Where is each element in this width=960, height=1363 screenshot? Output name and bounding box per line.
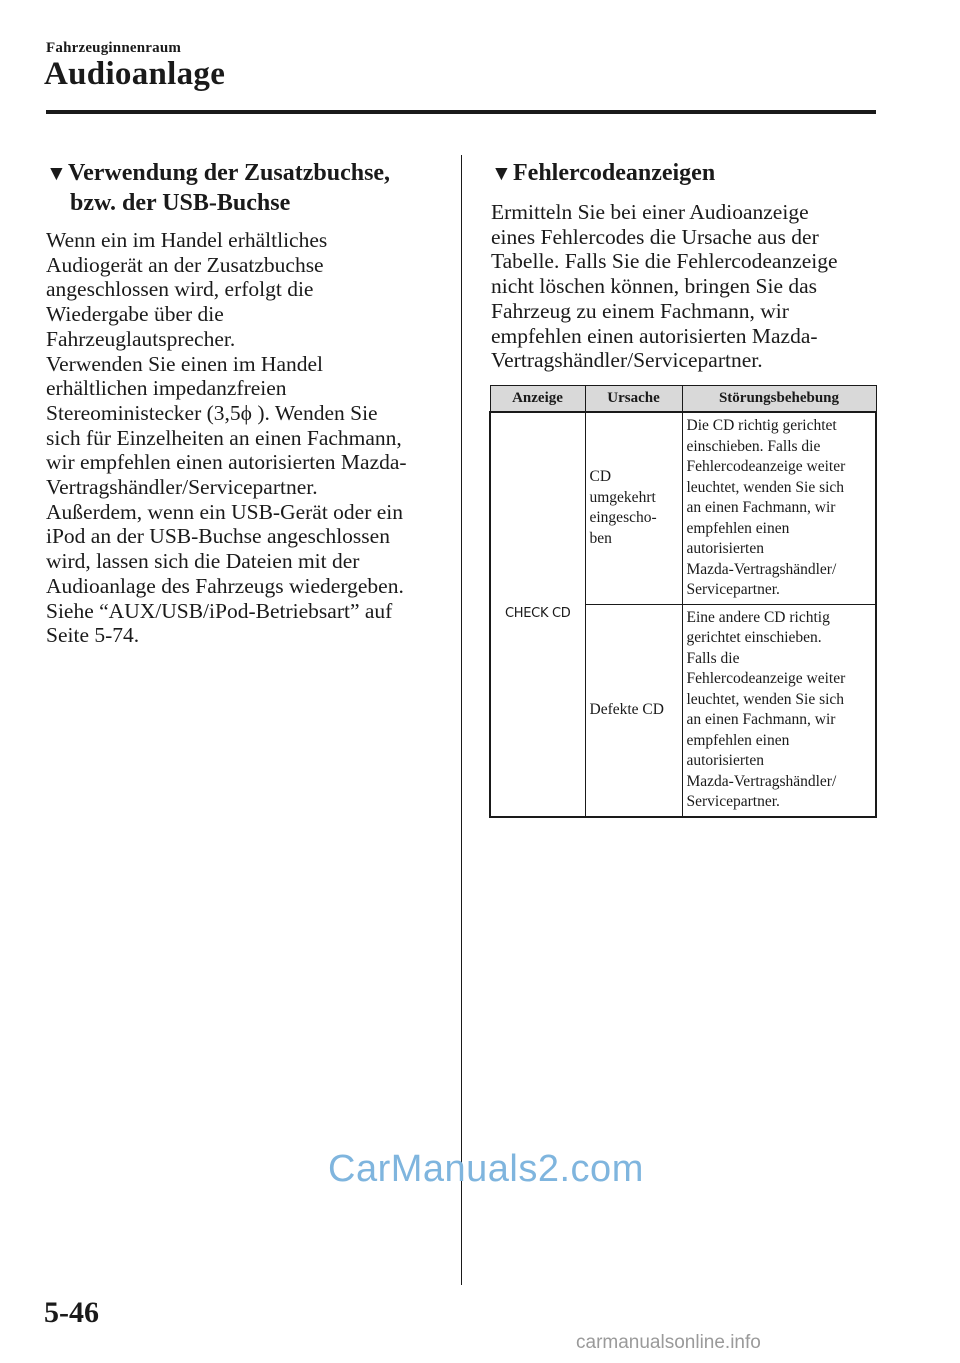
text-line: Außerdem, wenn ein USB-Gerät oder ein	[46, 499, 404, 524]
cell-line: CD	[589, 468, 612, 486]
text-line: Vertragshändler/Servicepartner.	[491, 348, 763, 373]
triangle-down-icon: ▼	[46, 161, 67, 185]
cell-line: Servicepartner.	[686, 581, 780, 598]
remedy-cell	[682, 412, 876, 604]
footer-site-link[interactable]: carmanualsonline.info	[576, 1332, 761, 1353]
aux-usb-paragraph	[46, 228, 446, 648]
column-header-display: Anzeige	[490, 386, 585, 413]
header-rule	[46, 110, 876, 114]
cell-line: an einen Fachmann, wir	[686, 711, 836, 728]
cell-line: Servicepartner.	[686, 793, 780, 810]
cell-line: gerichtet einschieben.	[686, 629, 822, 646]
text-line: angeschlossen wird, erfolgt die	[46, 277, 314, 302]
triangle-down-icon: ▼	[491, 161, 512, 185]
text-line: Seite 5-74.	[46, 623, 140, 648]
text-line: Verwenden Sie einen im Handel	[46, 351, 324, 376]
cell-line: Die CD richtig gerichtet	[686, 417, 837, 434]
cell-line: autorisierten	[686, 540, 764, 557]
cell-line: Eine andere CD richtig	[686, 608, 830, 626]
heading-text: Fehlercodeanzeigen	[513, 160, 716, 186]
cell-line: Falls die	[686, 649, 740, 667]
error-codes-paragraph	[491, 200, 876, 373]
cell-line: ben	[589, 529, 612, 547]
cell-line: autorisierten	[686, 752, 764, 769]
cell-line: Mazda-Vertragshändler/	[686, 560, 837, 578]
heading-line-2: bzw. der USB-Buchse	[70, 190, 291, 216]
text-line: sich für Einzelheiten an einen Fachmann,	[46, 425, 402, 450]
page-title: Audioanlage	[44, 56, 226, 92]
cause-cell	[585, 412, 682, 604]
text-line: Tabelle. Falls Sie die Fehlercodeanzeige	[491, 249, 838, 274]
cell-line: Fehlercodeanzeige weiter	[686, 458, 846, 475]
text-line: Ermitteln Sie bei einer Audioanzeige	[491, 200, 809, 224]
page-number: 5-46	[44, 1296, 99, 1329]
watermark-text: CarManuals2.com	[328, 1148, 644, 1190]
cell-line: einschieben. Falls die	[686, 437, 821, 455]
cell-line: eingescho-	[589, 509, 657, 527]
text-line: Vertragshändler/Servicepartner.	[46, 475, 318, 500]
text-line: Stereoministecker (3,5ϕ ). Wenden Sie	[46, 400, 378, 425]
cell-line: an einen Fachmann, wir	[686, 499, 836, 516]
text-line: eines Fehlercodes die Ursache aus der	[491, 224, 819, 249]
chapter-label: Fahrzeuginnenraum	[46, 40, 182, 56]
remedy-cell	[682, 604, 876, 817]
text-line: Wenn ein im Handel erhältliches	[46, 228, 328, 252]
cell-line: empfehlen einen	[686, 731, 790, 749]
table-row	[490, 412, 876, 604]
column-divider	[461, 155, 462, 1285]
cell-line: Defekte CD	[589, 700, 664, 718]
text-line: erhältlichen impedanzfreien	[46, 376, 287, 401]
text-line: Fahrzeuglautsprecher.	[46, 326, 236, 351]
text-line: Fahrzeug zu einem Fachmann, wir	[491, 298, 789, 323]
text-line: Wiedergabe über die	[46, 302, 224, 327]
cell-line: leuchtet, wenden Sie sich	[686, 478, 845, 496]
text-line: Audiogerät an der Zusatzbuchse	[46, 252, 324, 277]
text-line: empfehlen einen autorisierten Mazda-	[491, 323, 818, 348]
text-line: Siehe “AUX/USB/iPod-Betriebsart” auf	[46, 598, 393, 623]
cause-cell	[585, 604, 682, 817]
cell-line: umgekehrt	[589, 488, 656, 506]
column-header-cause: Ursache	[585, 386, 682, 413]
text-line: wird, lassen sich die Dateien mit der	[46, 549, 360, 574]
text-line: Audioanlage des Fahrzeugs wiedergeben.	[46, 573, 404, 598]
section-heading-aux-usb	[46, 158, 446, 218]
table-header-row	[490, 386, 876, 413]
column-header-remedy: Störungsbehebung	[682, 386, 876, 413]
text-line: nicht löschen können, bringen Sie das	[491, 274, 818, 299]
cell-line: Fehlercodeanzeige weiter	[686, 670, 846, 687]
heading-line-1: Verwendung der Zusatzbuchse,	[68, 160, 391, 186]
cell-line: Mazda-Vertragshändler/	[686, 772, 837, 790]
section-heading-error-codes	[491, 158, 881, 188]
text-line: wir empfehlen einen autorisierten Mazda-	[46, 450, 407, 475]
cell-line: leuchtet, wenden Sie sich	[686, 690, 845, 708]
display-code-cell: CHECK CD	[490, 412, 585, 817]
text-line: iPod an der USB-Buchse angeschlossen	[46, 524, 390, 549]
cell-line: empfehlen einen	[686, 519, 790, 537]
error-code-table	[489, 385, 877, 818]
